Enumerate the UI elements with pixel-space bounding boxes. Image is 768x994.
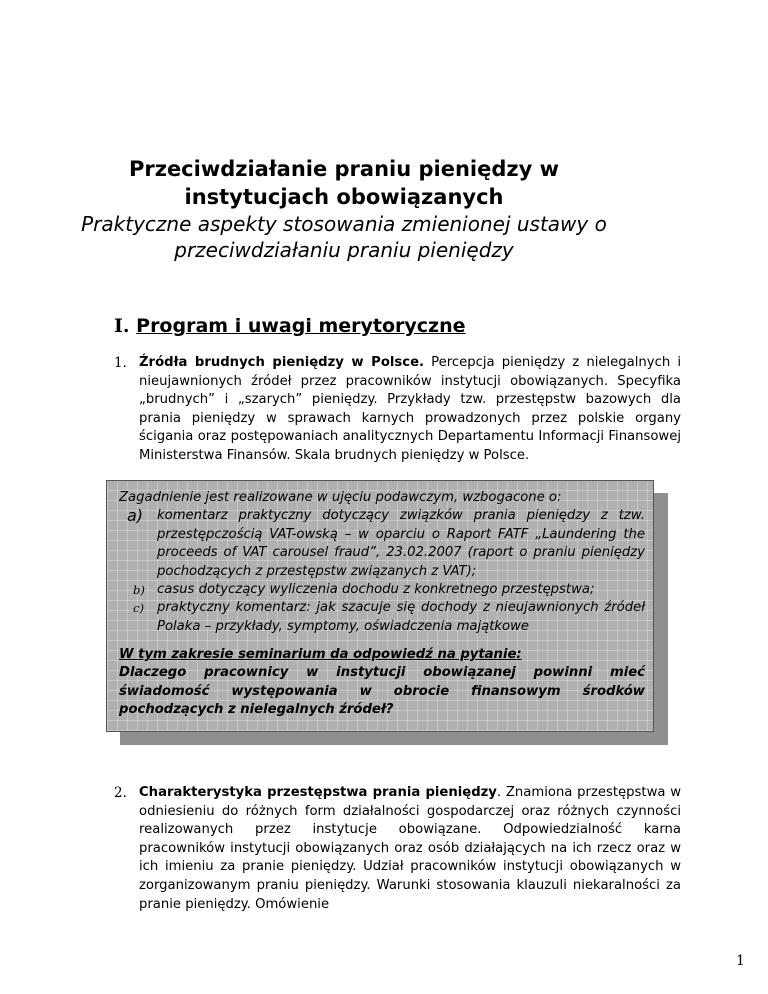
info-box-panel xyxy=(106,480,654,732)
page-number: 1 xyxy=(736,953,745,969)
sub-item-text: praktyczny komentarz: jak szacuje się dochody z nieujawnionych źródeł Polaka – przykłady, symptomy, oświadczenia majątkowe xyxy=(157,600,645,634)
list-item-marker: 1. xyxy=(114,355,127,371)
question-heading: W tym zakresie seminarium da odpowiedź na pytanie: xyxy=(119,647,522,662)
sub-item xyxy=(119,581,645,599)
info-box-intro: Zagadnienie jest realizowane w ujęciu podawczym, wzbogacone o: xyxy=(119,490,562,505)
sub-item-marker: a) xyxy=(127,506,144,526)
list-item-body xyxy=(139,784,681,914)
sub-item xyxy=(119,507,645,581)
list-item-marker: 2. xyxy=(114,785,127,801)
title-block xyxy=(60,155,708,263)
info-box-content xyxy=(119,489,645,636)
info-box-question xyxy=(119,646,645,720)
list-item xyxy=(114,354,681,466)
title-line-1: Przeciwdziałanie praniu pieniędzy w xyxy=(128,157,560,181)
info-box xyxy=(106,480,666,742)
subtitle-line-2: przeciwdziałaniu praniu pieniędzy xyxy=(174,238,514,262)
list-item-text: . Znamiona przestępstwa w odniesieniu do różnych form działalności gospodarczej oraz różnych czynności realizowanych przez instytucje obowiązane. Odpowiedzialność karna pracowników instytucji obowiązanych oraz osób działających na ich rzecz oraz w ich imieniu za pranie pieniędzy. Udział pracowników instytucji obowiązanych w zorganizowanym praniu pieniędzy. Warunki stosowania klauzuli niekaralności za pranie pieniędzy. Omówienie xyxy=(139,785,682,912)
sub-item-text: casus dotyczący wyliczenia dochodu z konkretnego przestępstwa; xyxy=(157,582,595,598)
list-item-body xyxy=(139,354,681,466)
sub-item xyxy=(119,599,645,636)
list-item-lead: Źródła brudnych pieniędzy w Polsce. xyxy=(139,355,425,370)
document-title xyxy=(60,155,708,211)
list-item-text: Percepcja pieniędzy z nielegalnych i nieujawnionych źródeł przez pracowników instytucji obowiązanych. Specyfika „brudnych” i „szarych” pieniędzy. Przykłady tzw. przestępstw bazowych dla prania pieniędzy w sprawach karnych prowadzonych przez polskie organy ścigania oraz postępowaniach analitycznych Departamentu Informacji Finansowej Ministerstwa Finansów. Skala brudnych pieniędzy w Polsce. xyxy=(139,355,681,463)
sub-item-marker: b) xyxy=(133,583,145,598)
question-text: Dlaczego pracownicy w instytucji obowiązanej powinni mieć świadomość występowania w obrocie finansowym środków pochodzących z nielegalnych źródeł? xyxy=(119,665,645,718)
section-title: Program i uwagi merytoryczne xyxy=(136,315,466,337)
subtitle-line-1: Praktyczne aspekty stosowania zmienionej ustawy o xyxy=(81,212,607,236)
sub-item-text: komentarz praktyczny dotyczący związków prania pieniędzy z tzw. przestępczością VAT-owską – w oparciu o Raport FATF „Laundering the proceeds of VAT carousel fraud”, 23.02.2007 (raport o praniu pieniędzy pochodzących z przestępstw związanych z VAT); xyxy=(157,508,645,579)
sub-item-marker: c) xyxy=(133,601,144,616)
list-item-lead: Charakterystyka przestępstwa prania pieniędzy xyxy=(139,785,497,800)
section-number: I. xyxy=(114,315,130,337)
section-heading xyxy=(114,315,466,337)
title-line-2: instytucjach obowiązanych xyxy=(184,185,504,209)
list-item xyxy=(114,784,681,914)
document-subtitle xyxy=(60,211,708,263)
